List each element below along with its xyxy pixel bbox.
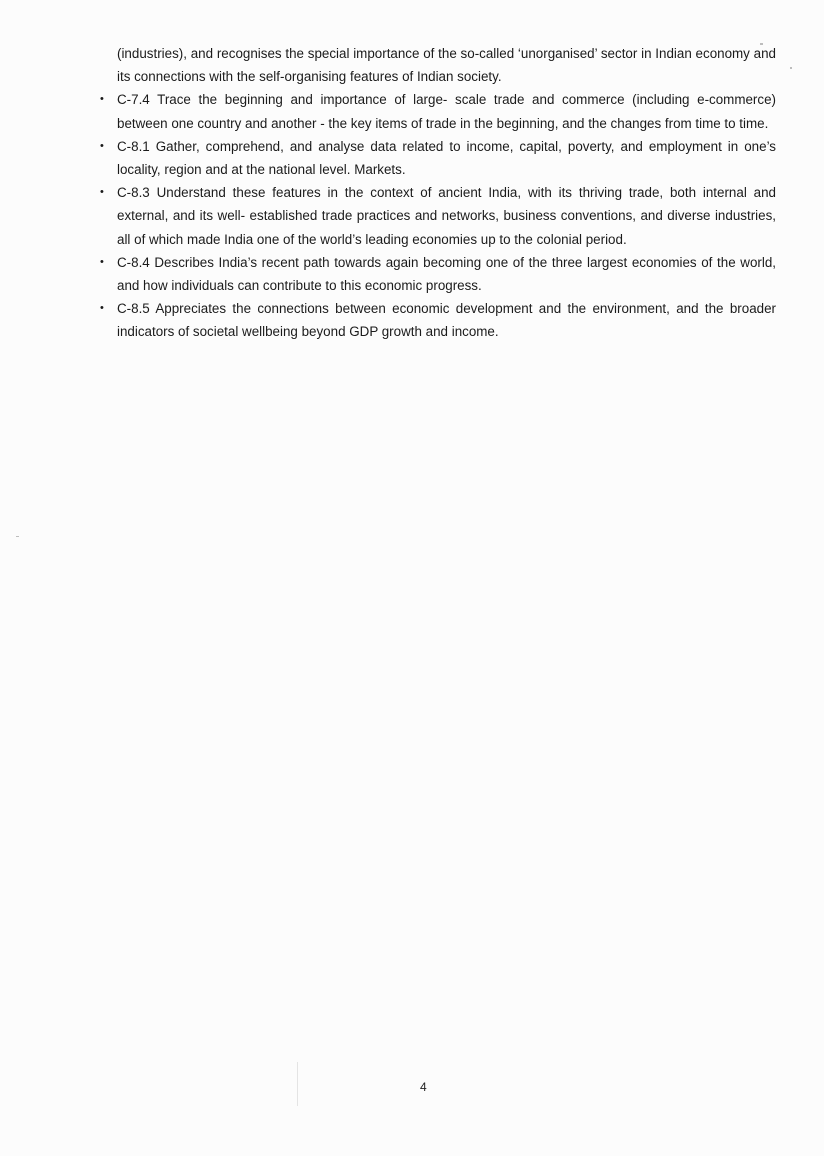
list-item-text: C-8.4 Describes India’s recent path towards again becoming one of the three largest economies of the world, and how individuals can contribute to this economic progress. bbox=[117, 254, 776, 294]
list-item bbox=[100, 297, 776, 343]
bullet-icon: • bbox=[100, 139, 104, 152]
body-text bbox=[100, 42, 776, 344]
bullet-icon: • bbox=[100, 302, 104, 315]
list-item-text: C-7.4 Trace the beginning and importance of large- scale trade and commerce (including e-commerce) between one country and another - the key items of trade in the beginning, and the changes from time to time. bbox=[117, 92, 776, 131]
bullet-icon: • bbox=[100, 186, 104, 199]
list-item-text: C-8.5 Appreciates the connections between economic development and the environment, and the broader indicators of societal wellbeing beyond GDP growth and income. bbox=[117, 301, 776, 340]
bullet-icon: • bbox=[100, 255, 104, 268]
list-item bbox=[100, 88, 776, 134]
list-item-text: C-8.3 Understand these features in the context of ancient India, with its thriving trade, both internal and external, and its well- established trade practices and networks, business conventions, and diverse industries, all of which made India one of the world’s leading economies up to the colonial period. bbox=[117, 185, 776, 247]
list-item bbox=[100, 251, 776, 297]
bullet-icon: • bbox=[100, 93, 104, 106]
list-item bbox=[100, 181, 776, 251]
list-item-text: C-8.1 Gather, comprehend, and analyse data related to income, capital, poverty, and employment in one’s locality, region and at the national level. Markets. bbox=[117, 138, 776, 178]
scan-speck bbox=[790, 67, 792, 69]
scan-line bbox=[297, 1062, 298, 1106]
curricular-goals-list bbox=[100, 88, 776, 343]
scan-speck bbox=[760, 43, 763, 45]
list-item bbox=[100, 135, 776, 181]
scan-speck bbox=[16, 536, 19, 537]
page-number: 4 bbox=[420, 1080, 427, 1094]
continuation-paragraph: (industries), and recognises the special importance of the so-called ‘unorganised’ sector in Indian economy and its connections with the self-organising features of Indian society. bbox=[117, 46, 776, 85]
